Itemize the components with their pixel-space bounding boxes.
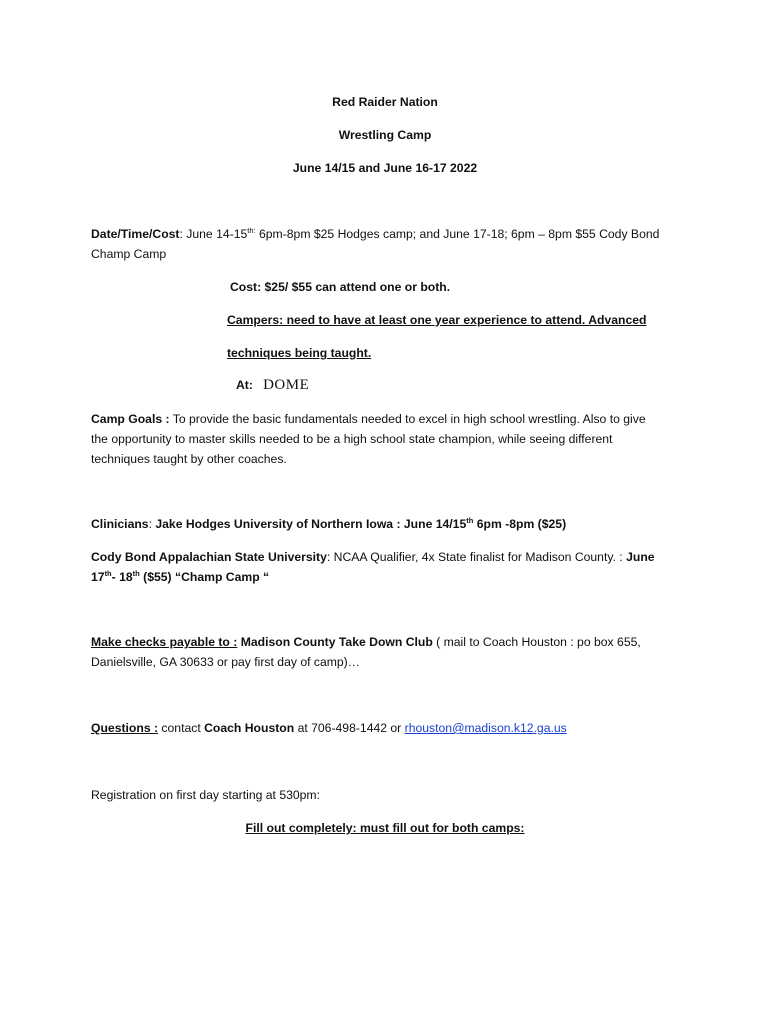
checks-club: Madison County Take Down Club <box>237 635 433 649</box>
questions-label: Questions : <box>91 721 159 735</box>
date-time-cost-sup: th: <box>247 225 256 235</box>
clinicians-tail: 6pm -8pm ($25) <box>473 517 567 531</box>
checks-line-1 <box>91 632 641 652</box>
cody-line-2 <box>91 567 269 587</box>
clinicians-text: Jake Hodges University of Northern Iowa : June 14/15 <box>155 517 467 531</box>
cody-text: : NCAA Qualifier, 4x State finalist for Madison County. : <box>326 550 627 564</box>
date-time-cost-line-2: Champ Camp <box>91 247 167 261</box>
location-label: At: <box>236 378 253 392</box>
date-time-cost-label: Date/Time/Cost <box>91 227 180 241</box>
date-time-cost-text-b: 6pm-8pm $25 Hodges camp; and June 17-18; 6pm – 8pm $55 Cody Bond <box>255 227 660 241</box>
checks-line-2: Danielsville, GA 30633 or pay first day of camp)… <box>91 655 360 669</box>
cody-line-1 <box>91 547 655 567</box>
title-line-3: June 14/15 and June 16-17 2022 <box>292 161 478 175</box>
fill-out-line: Fill out completely: must fill out for both camps: <box>245 821 525 835</box>
campers-line-1: Campers: need to have at least one year experience to attend. Advanced <box>227 313 647 327</box>
clinicians-line <box>91 514 566 534</box>
cody-sup-b: th <box>132 568 140 578</box>
location-line <box>236 375 309 395</box>
clinicians-sup: th <box>466 515 474 525</box>
cody-june: June <box>626 550 655 564</box>
camp-goals-text-1: To provide the basic fundamentals needed to excel in high school wrestling. Also to give <box>169 412 646 426</box>
camp-goals-label: Camp Goals : <box>91 412 170 426</box>
clinicians-label: Clinicians <box>91 517 149 531</box>
questions-line <box>91 718 567 738</box>
questions-coach: Coach Houston <box>204 721 295 735</box>
cody-date-b: - 18 <box>111 570 133 584</box>
clinicians-colon: : <box>148 517 156 531</box>
registration-line: Registration on first day starting at 530pm: <box>91 788 320 802</box>
camp-goals-line-2: the opportunity to master skills needed to be a high school state champion, while seeing different <box>91 432 613 446</box>
questions-text-1: contact <box>158 721 205 735</box>
questions-text-2: at 706-498-1442 or <box>294 721 405 735</box>
cody-sup-a: th <box>104 568 112 578</box>
checks-label: Make checks payable to : <box>91 635 238 649</box>
cost-line: Cost: $25/ $55 can attend one or both. <box>230 280 451 294</box>
cody-date-c: ($55) “Champ Camp “ <box>139 570 270 584</box>
title-line-2: Wrestling Camp <box>338 128 432 142</box>
date-time-cost-line <box>91 224 659 244</box>
date-time-cost-text-a: : June 14-15 <box>179 227 248 241</box>
camp-goals-line-3: techniques taught by other coaches. <box>91 452 287 466</box>
location-value: DOME <box>263 377 310 393</box>
email-link[interactable]: rhouston@madison.k12.ga.us <box>404 721 567 735</box>
camp-goals-line-1 <box>91 409 646 429</box>
cody-date-a: 17 <box>91 570 105 584</box>
title-line-1: Red Raider Nation <box>332 95 438 109</box>
campers-line-2: techniques being taught. <box>227 346 372 360</box>
checks-text: ( mail to Coach Houston : po box 655, <box>432 635 641 649</box>
cody-name: Cody Bond Appalachian State University <box>91 550 327 564</box>
